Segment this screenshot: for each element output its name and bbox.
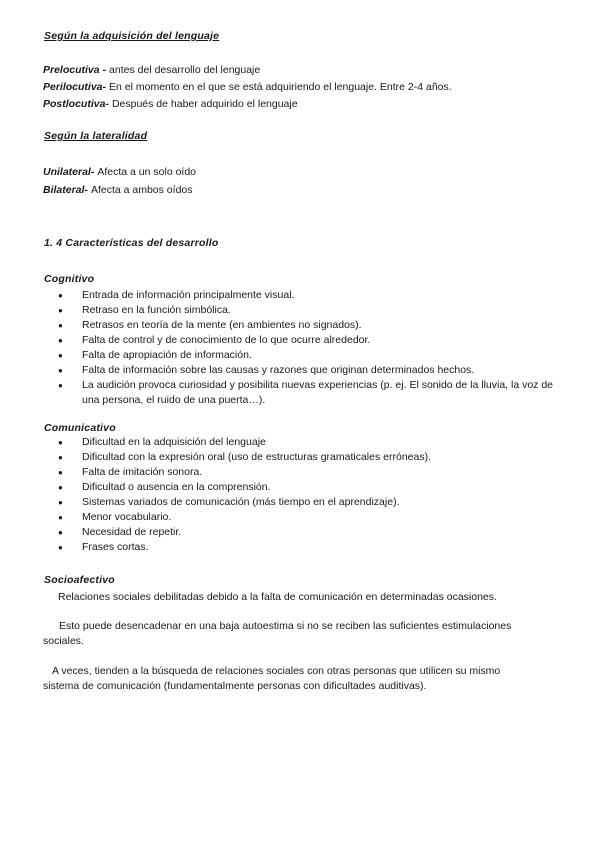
- paragraph-socioafectivo-1: Relaciones sociales debilitadas debido a la falta de comunicación en determinadas ocasiones.: [58, 591, 497, 603]
- list-item: ● Retrasos en teoría de la mente (en ambientes no signados).: [58, 318, 558, 333]
- definition-prelocutiva: [43, 64, 260, 76]
- heading-caracteristicas: 1. 4 Características del desarrollo: [44, 237, 219, 249]
- term-postlocutiva: Postlocutiva-: [43, 98, 109, 110]
- list-item: ● Sistemas variados de comunicación (más tiempo en el aprendizaje).: [58, 495, 558, 510]
- subheading-comunicativo: Comunicativo: [44, 422, 116, 434]
- desc-unilateral: Afecta a un solo oído: [97, 166, 197, 178]
- desc-bilateral: Afecta a ambos oídos: [90, 184, 193, 196]
- desc-prelocutiva: antes del desarrollo del lenguaje: [109, 64, 261, 76]
- comunicativo-list: [58, 435, 558, 555]
- list-item: ● Falta de control y de conocimiento de lo que ocurre alrededor.: [58, 333, 558, 348]
- list-item: ● Dificultad en la adquisición del lenguaje: [58, 435, 558, 450]
- paragraph-socioafectivo-2: Esto puede desencadenar en una baja autoestima si no se reciben las suficientes estimulaciones sociales.: [43, 620, 512, 647]
- list-item: ● Menor vocabulario.: [58, 510, 558, 525]
- definition-postlocutiva: [43, 98, 298, 110]
- subheading-socioafectivo: Socioafectivo: [44, 574, 115, 586]
- definition-unilateral: [43, 166, 196, 178]
- subheading-cognitivo: Cognitivo: [44, 273, 95, 285]
- paragraph-socioafectivo-3: A veces, tienden a la búsqueda de relaciones sociales con otras personas que utilicen su mismo sistema de comunicación (fundamentalmente personas con dificultades auditivas).: [43, 665, 501, 692]
- term-perilocutiva: Perilocutiva-: [43, 81, 107, 93]
- list-item: ● Entrada de información principalmente visual.: [58, 288, 558, 303]
- term-unilateral: Unilateral-: [43, 166, 95, 178]
- list-item: ● Necesidad de repetir.: [58, 525, 558, 540]
- list-item: ● Falta de imitación sonora.: [58, 465, 558, 480]
- list-item: ● Retraso en la función simbólica.: [58, 303, 558, 318]
- list-item: ● Falta de información sobre las causas y razones que originan determinados hechos.: [58, 363, 558, 378]
- desc-perilocutiva: En el momento en el que se está adquiriendo el lenguaje. Entre 2-4 años.: [109, 81, 452, 93]
- heading-lateralidad: Según la lateralidad: [44, 130, 148, 142]
- list-item: ● Frases cortas.: [58, 540, 558, 555]
- definition-perilocutiva: [43, 81, 452, 93]
- term-bilateral: Bilateral-: [43, 184, 88, 196]
- term-prelocutiva: Prelocutiva -: [43, 64, 107, 76]
- desc-postlocutiva: Después de haber adquirido el lenguaje: [111, 98, 298, 110]
- list-item: ● Dificultad o ausencia en la comprensión.: [58, 480, 558, 495]
- list-item: ● Dificultad con la expresión oral (uso de estructuras gramaticales erróneas).: [58, 450, 558, 465]
- cognitivo-list: [58, 288, 558, 408]
- heading-adquisicion: Según la adquisición del lenguaje: [44, 30, 220, 42]
- list-item: ● Falta de apropiación de información.: [58, 348, 558, 363]
- list-item: ● La audición provoca curiosidad y posibilita nuevas experiencias (p. ej. El sonido de la lluvia, la voz de una persona, el ruido de una puerta…).: [58, 378, 558, 408]
- definition-bilateral: [43, 184, 193, 196]
